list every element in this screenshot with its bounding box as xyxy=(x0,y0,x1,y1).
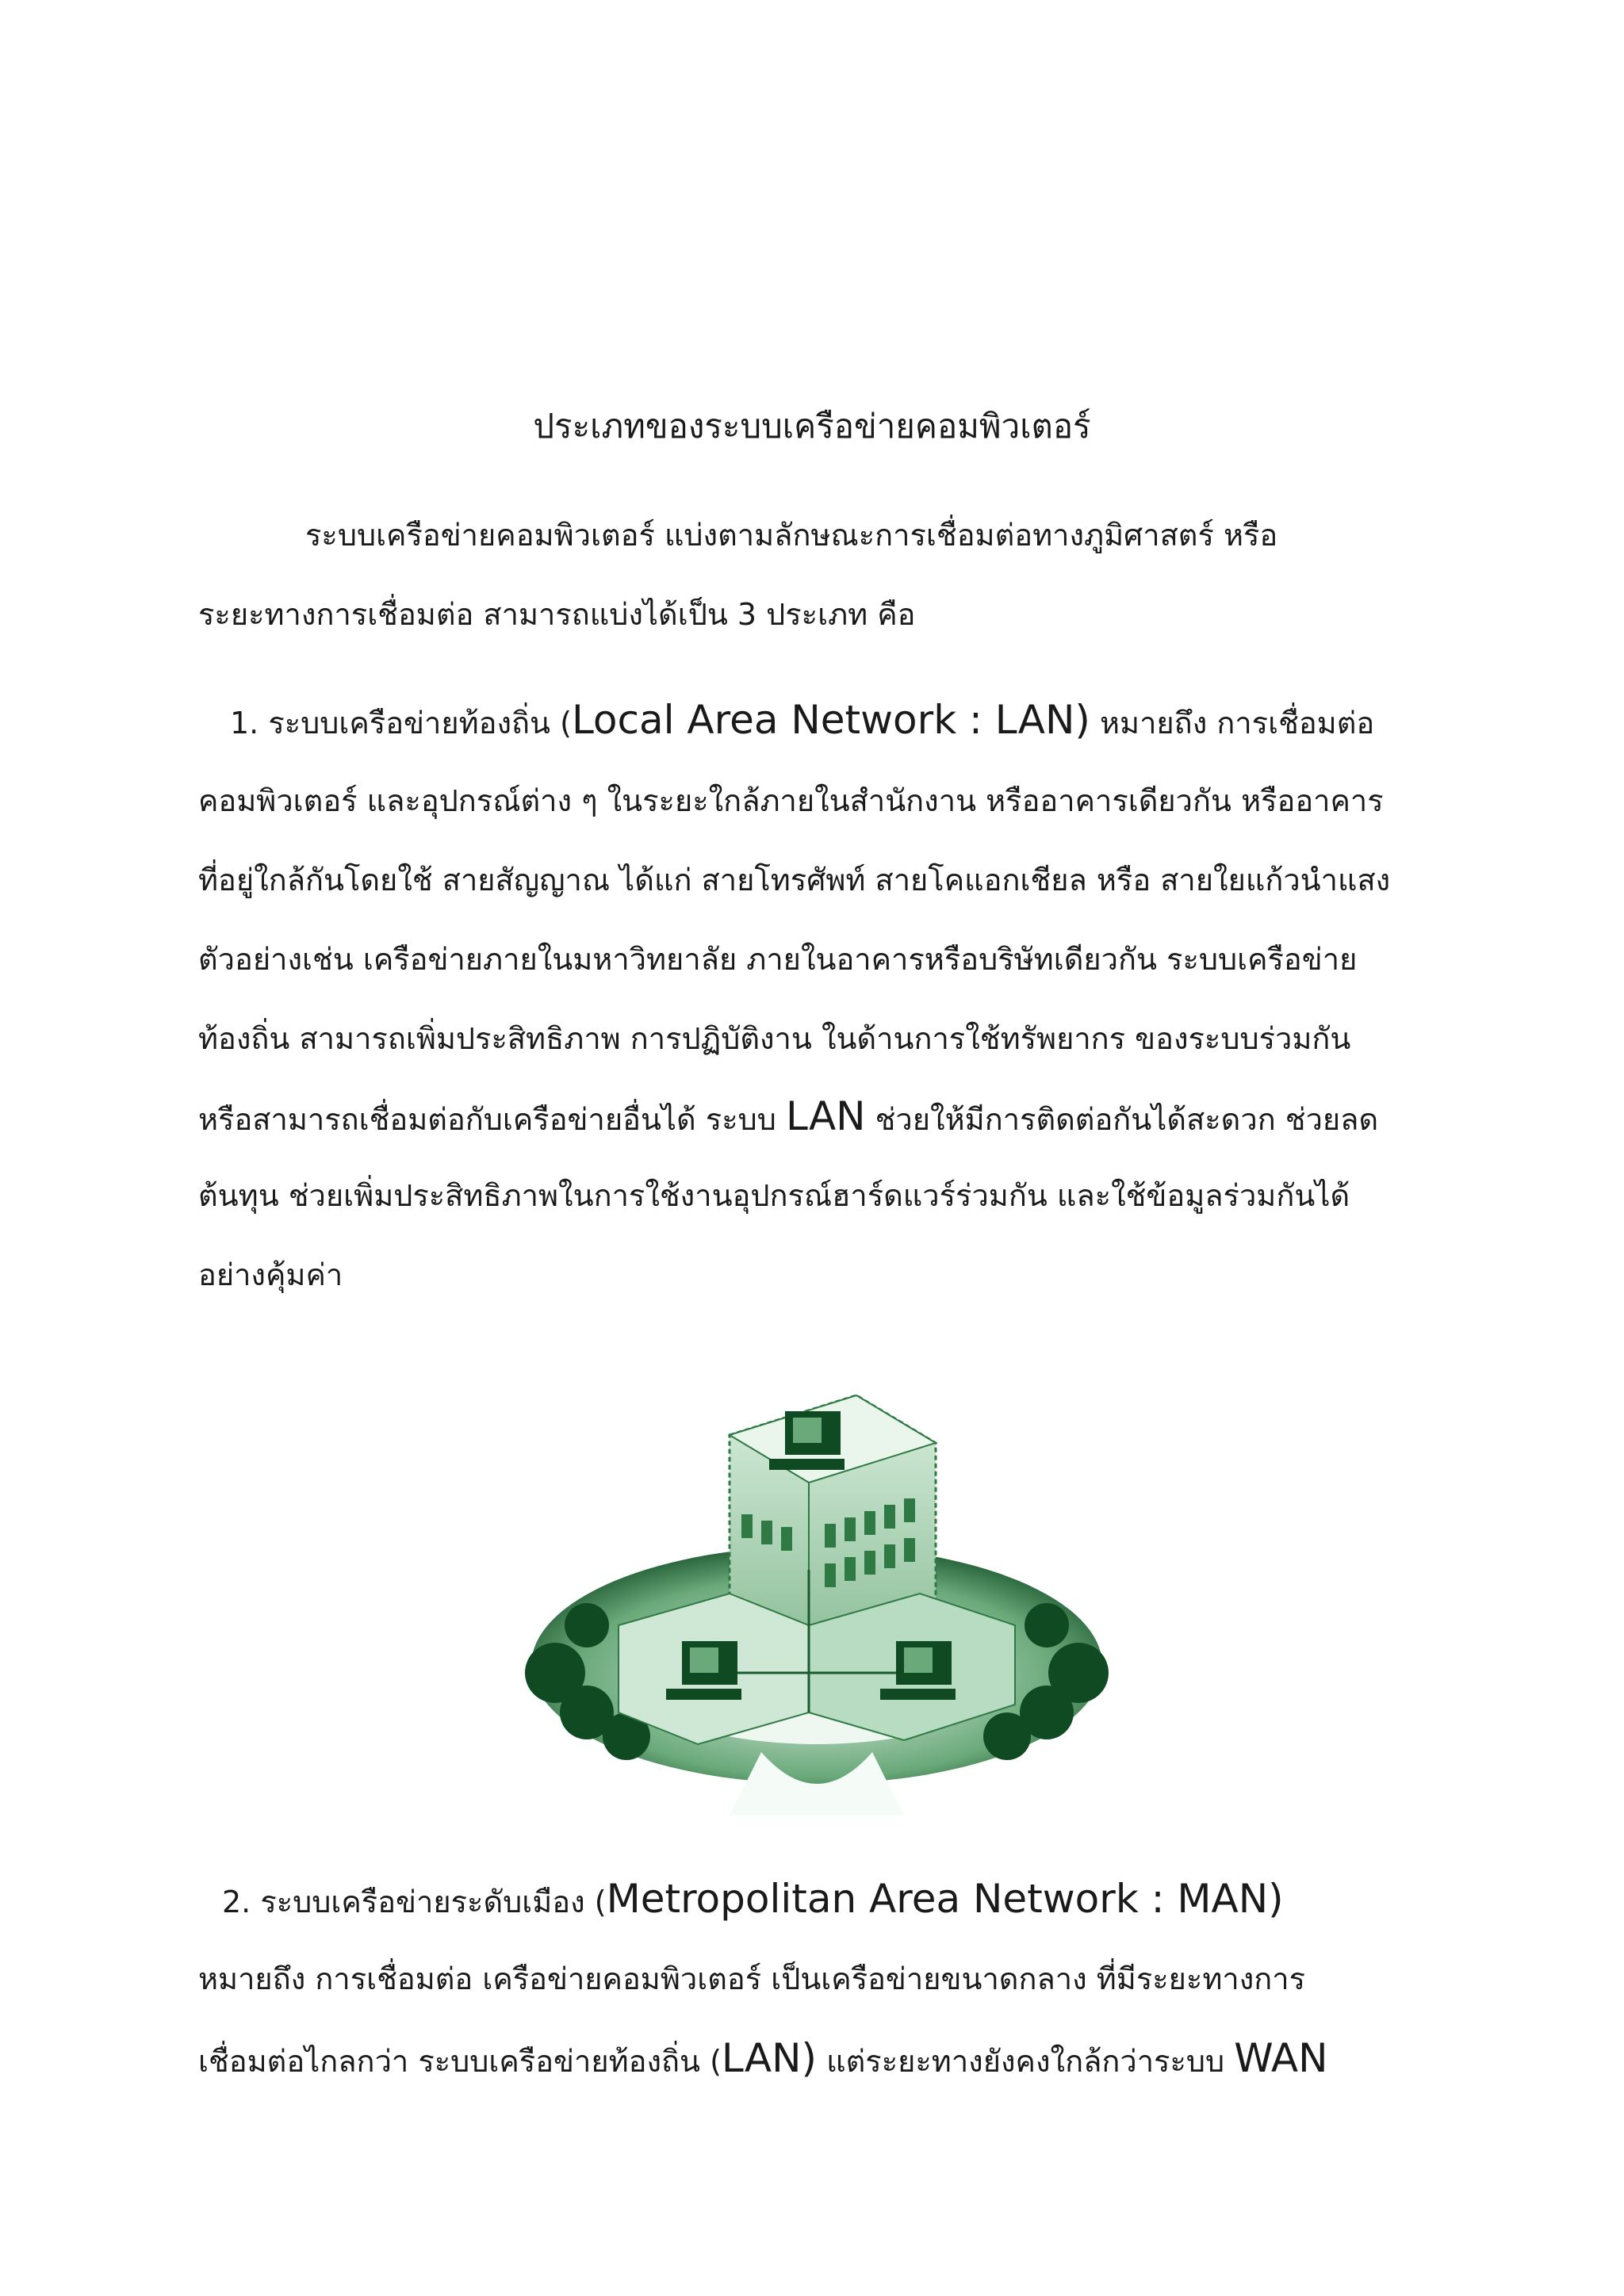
lan-body-line-4: ตัวอย่างเช่น เครือข่ายภายในมหาวิทยาลัย ภายในอาคารหรือบริษัทเดียวกัน ระบบเครือข่าย xyxy=(198,942,1358,977)
lan-body-line-2: คอมพิวเตอร์ และอุปกรณ์ต่าง ๆ ในระยะใกล้ภายในสำนักงาน หรืออาคารเดียวกัน หรืออาคาร xyxy=(198,783,1384,818)
lan-line-6-suffix: ช่วยให้มีการติดต่อกันได้สะดวก ช่วยลด xyxy=(865,1102,1379,1137)
man-heading-prefix: 2. ระบบเครือข่ายระดับเมือง ( xyxy=(222,1885,607,1919)
man-line-3-prefix: เชื่อมต่อไกลกว่า ระบบเครือข่ายท้องถิ่น ( xyxy=(198,2044,722,2079)
man-heading-line xyxy=(222,1875,1459,1926)
man-body-line-3 xyxy=(198,2034,1435,2085)
lan-building-illustration xyxy=(523,1340,1110,1816)
lan-body-line-5: ท้องถิ่น สามารถเพิ่มประสิทธิภาพ การปฏิบัติงาน ในด้านการใช้ทรัพยากร ของระบบร่วมกัน xyxy=(198,1021,1351,1056)
intro-line-1: ระบบเครือข่ายคอมพิวเตอร์ แบ่งตามลักษณะการเชื่อมต่อทางภูมิศาสตร์ หรือ xyxy=(305,518,1278,553)
lan-body-line-8: อย่างคุ้มค่า xyxy=(198,1257,343,1292)
man-heading-english: Metropolitan Area Network : MAN) xyxy=(606,1876,1284,1922)
man-body-line-2: หมายถึง การเชื่อมต่อ เครือข่ายคอมพิวเตอร์ เป็นเครือข่ายขนาดกลาง ที่มีระยะทางการ xyxy=(198,1961,1306,1996)
lan-body-line-7: ต้นทุน ช่วยเพิ่มประสิทธิภาพในการใช้งานอุปกรณ์ฮาร์ดแวร์ร่วมกัน และใช้ข้อมูลร่วมกันได้ xyxy=(198,1178,1350,1213)
page-title: ประเภทของระบบเครือข่ายคอมพิวเตอร์ xyxy=(533,407,1091,446)
lan-line-6-prefix: หรือสามารถเชื่อมต่อกับเครือข่ายอื่นได้ ระบบ xyxy=(198,1102,786,1137)
man-line-3-wan: WAN xyxy=(1234,2035,1328,2081)
lan-heading-line xyxy=(230,696,1467,747)
lan-heading-suffix: หมายถึง การเชื่อมต่อ xyxy=(1090,706,1375,740)
lan-heading-prefix: 1. ระบบเครือข่ายท้องถิ่น ( xyxy=(230,706,572,740)
lan-body-line-3: ที่อยู่ใกล้กันโดยใช้ สายสัญญาณ ได้แก่ สายโทรศัพท์ สายโคแอกเชียล หรือ สายใยแก้วนำแสง xyxy=(198,863,1391,897)
lan-body-line-6 xyxy=(198,1093,1435,1143)
lan-heading-english: Local Area Network : LAN) xyxy=(571,697,1090,743)
man-line-3-middle: แต่ระยะทางยังคงใกล้กว่าระบบ xyxy=(817,2044,1235,2079)
lan-line-6-english: LAN xyxy=(785,1093,866,1139)
man-line-3-lan: LAN) xyxy=(721,2035,818,2081)
intro-line-2: ระยะทางการเชื่อมต่อ สามารถแบ่งได้เป็น 3 ประเภท คือ xyxy=(198,597,916,632)
